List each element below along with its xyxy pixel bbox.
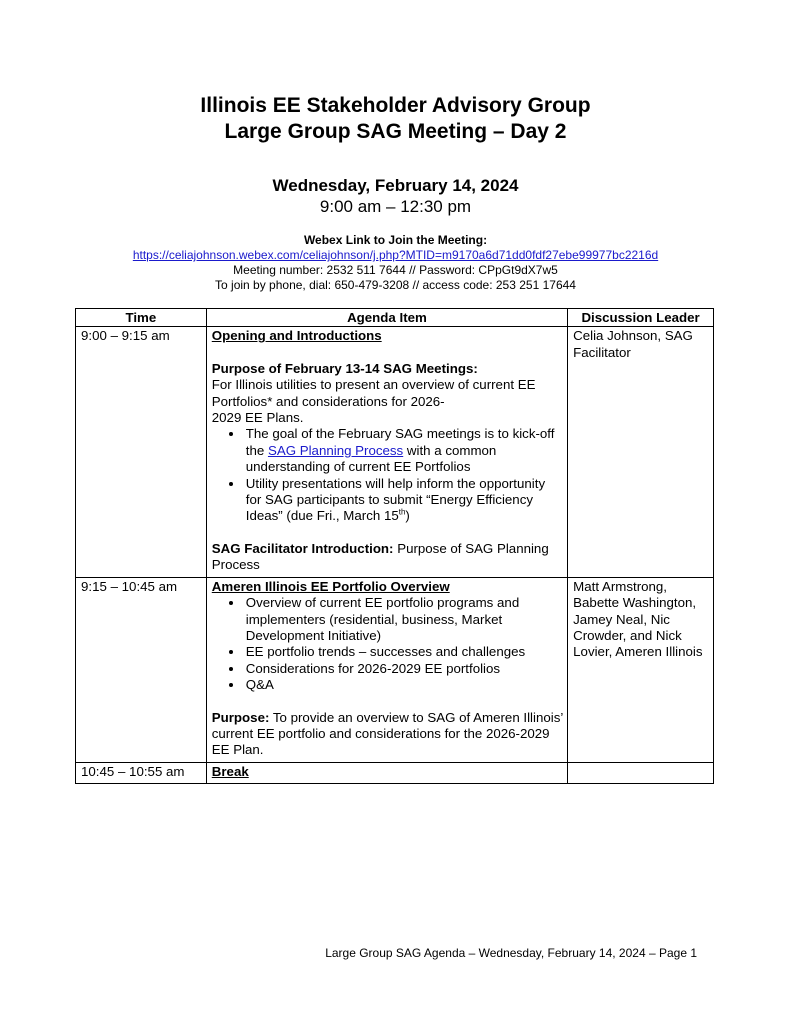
purpose-text: For Illinois utilities to present an overview of current EE Portfolios* and considerations for 2026- 2029 EE Plans. (211, 377, 536, 426)
ameren-bullet-list (212, 595, 563, 693)
list-item: • Utility presentations will help inform the opportunity for SAG participants to submit “Energy Efficiency Ideas” (due Fri., March 15th) (244, 476, 563, 525)
row-discussion-leader (568, 762, 714, 783)
table-row (76, 762, 714, 783)
document-title: Illinois EE Stakeholder Advisory Group (200, 94, 591, 117)
page-footer: Large Group SAG Agenda – Wednesday, February 14, 2024 – Page 1 (325, 946, 697, 960)
webex-heading: Webex Link to Join the Meeting: (303, 233, 488, 247)
sag-planning-process-link[interactable]: SAG Planning Process (267, 442, 404, 458)
row-time: 9:15 – 10:45 am (76, 577, 207, 762)
list-item: • Q&A (244, 677, 563, 693)
agenda-item-title: Break (211, 763, 249, 779)
meeting-number-info: Meeting number: 2532 511 7644 // Password: CPpGt9dX7w5 (233, 263, 558, 277)
column-header-agenda-item: Agenda Item (206, 309, 567, 327)
row-agenda-item (206, 577, 567, 762)
row-time: 10:45 – 10:55 am (76, 762, 207, 783)
agenda-item-title: Ameren Illinois EE Portfolio Overview (211, 578, 450, 594)
agenda-item-title: Opening and Introductions (211, 328, 382, 344)
meeting-date: Wednesday, February 14, 2024 (272, 176, 519, 195)
purpose-bullet-list (212, 426, 563, 524)
facilitator-introduction: SAG Facilitator Introduction: Purpose of SAG Planning Process (211, 540, 549, 573)
list-item: • Considerations for 2026-2029 EE portfolios (244, 661, 563, 677)
row-time: 9:00 – 9:15 am (76, 327, 207, 577)
table-header-row (76, 309, 714, 327)
meeting-time: 9:00 am – 12:30 pm (319, 197, 472, 216)
row-discussion-leader: Matt Armstrong, Babette Washington, Jamey Neal, Nic Crowder, and Nick Lovier, Ameren Illinois (568, 577, 714, 762)
list-item: • Overview of current EE portfolio programs and implementers (residential, business, Market Development Initiative) (244, 595, 563, 644)
document-subtitle: Large Group SAG Meeting – Day 2 (224, 120, 567, 143)
row-discussion-leader: Celia Johnson, SAG Facilitator (568, 327, 714, 577)
webex-link[interactable]: https://celiajohnson.webex.com/celiajohnson/j.php?MTID=m9170a6d71dd0fdf27ebe99977bc2216d (132, 248, 659, 262)
column-header-discussion-leader: Discussion Leader (568, 309, 714, 327)
purpose-heading: Purpose of February 13-14 SAG Meetings: (211, 360, 478, 376)
list-item: • The goal of the February SAG meetings is to kick-off the SAG Planning Process with a common understanding of current EE Portfolios (244, 426, 563, 475)
table-row (76, 577, 714, 762)
ameren-purpose: Purpose: To provide an overview to SAG of Ameren Illinois’ current EE portfolio and considerations for the 2026-2029 EE Plan. (211, 709, 563, 758)
agenda-table (75, 308, 714, 784)
list-item: • EE portfolio trends – successes and challenges (244, 644, 563, 660)
table-row (76, 327, 714, 577)
row-agenda-item (206, 327, 567, 577)
column-header-time: Time (76, 309, 207, 327)
row-agenda-item (206, 762, 567, 783)
phone-dial-info: To join by phone, dial: 650-479-3208 // access code: 253 251 17644 (215, 278, 576, 292)
